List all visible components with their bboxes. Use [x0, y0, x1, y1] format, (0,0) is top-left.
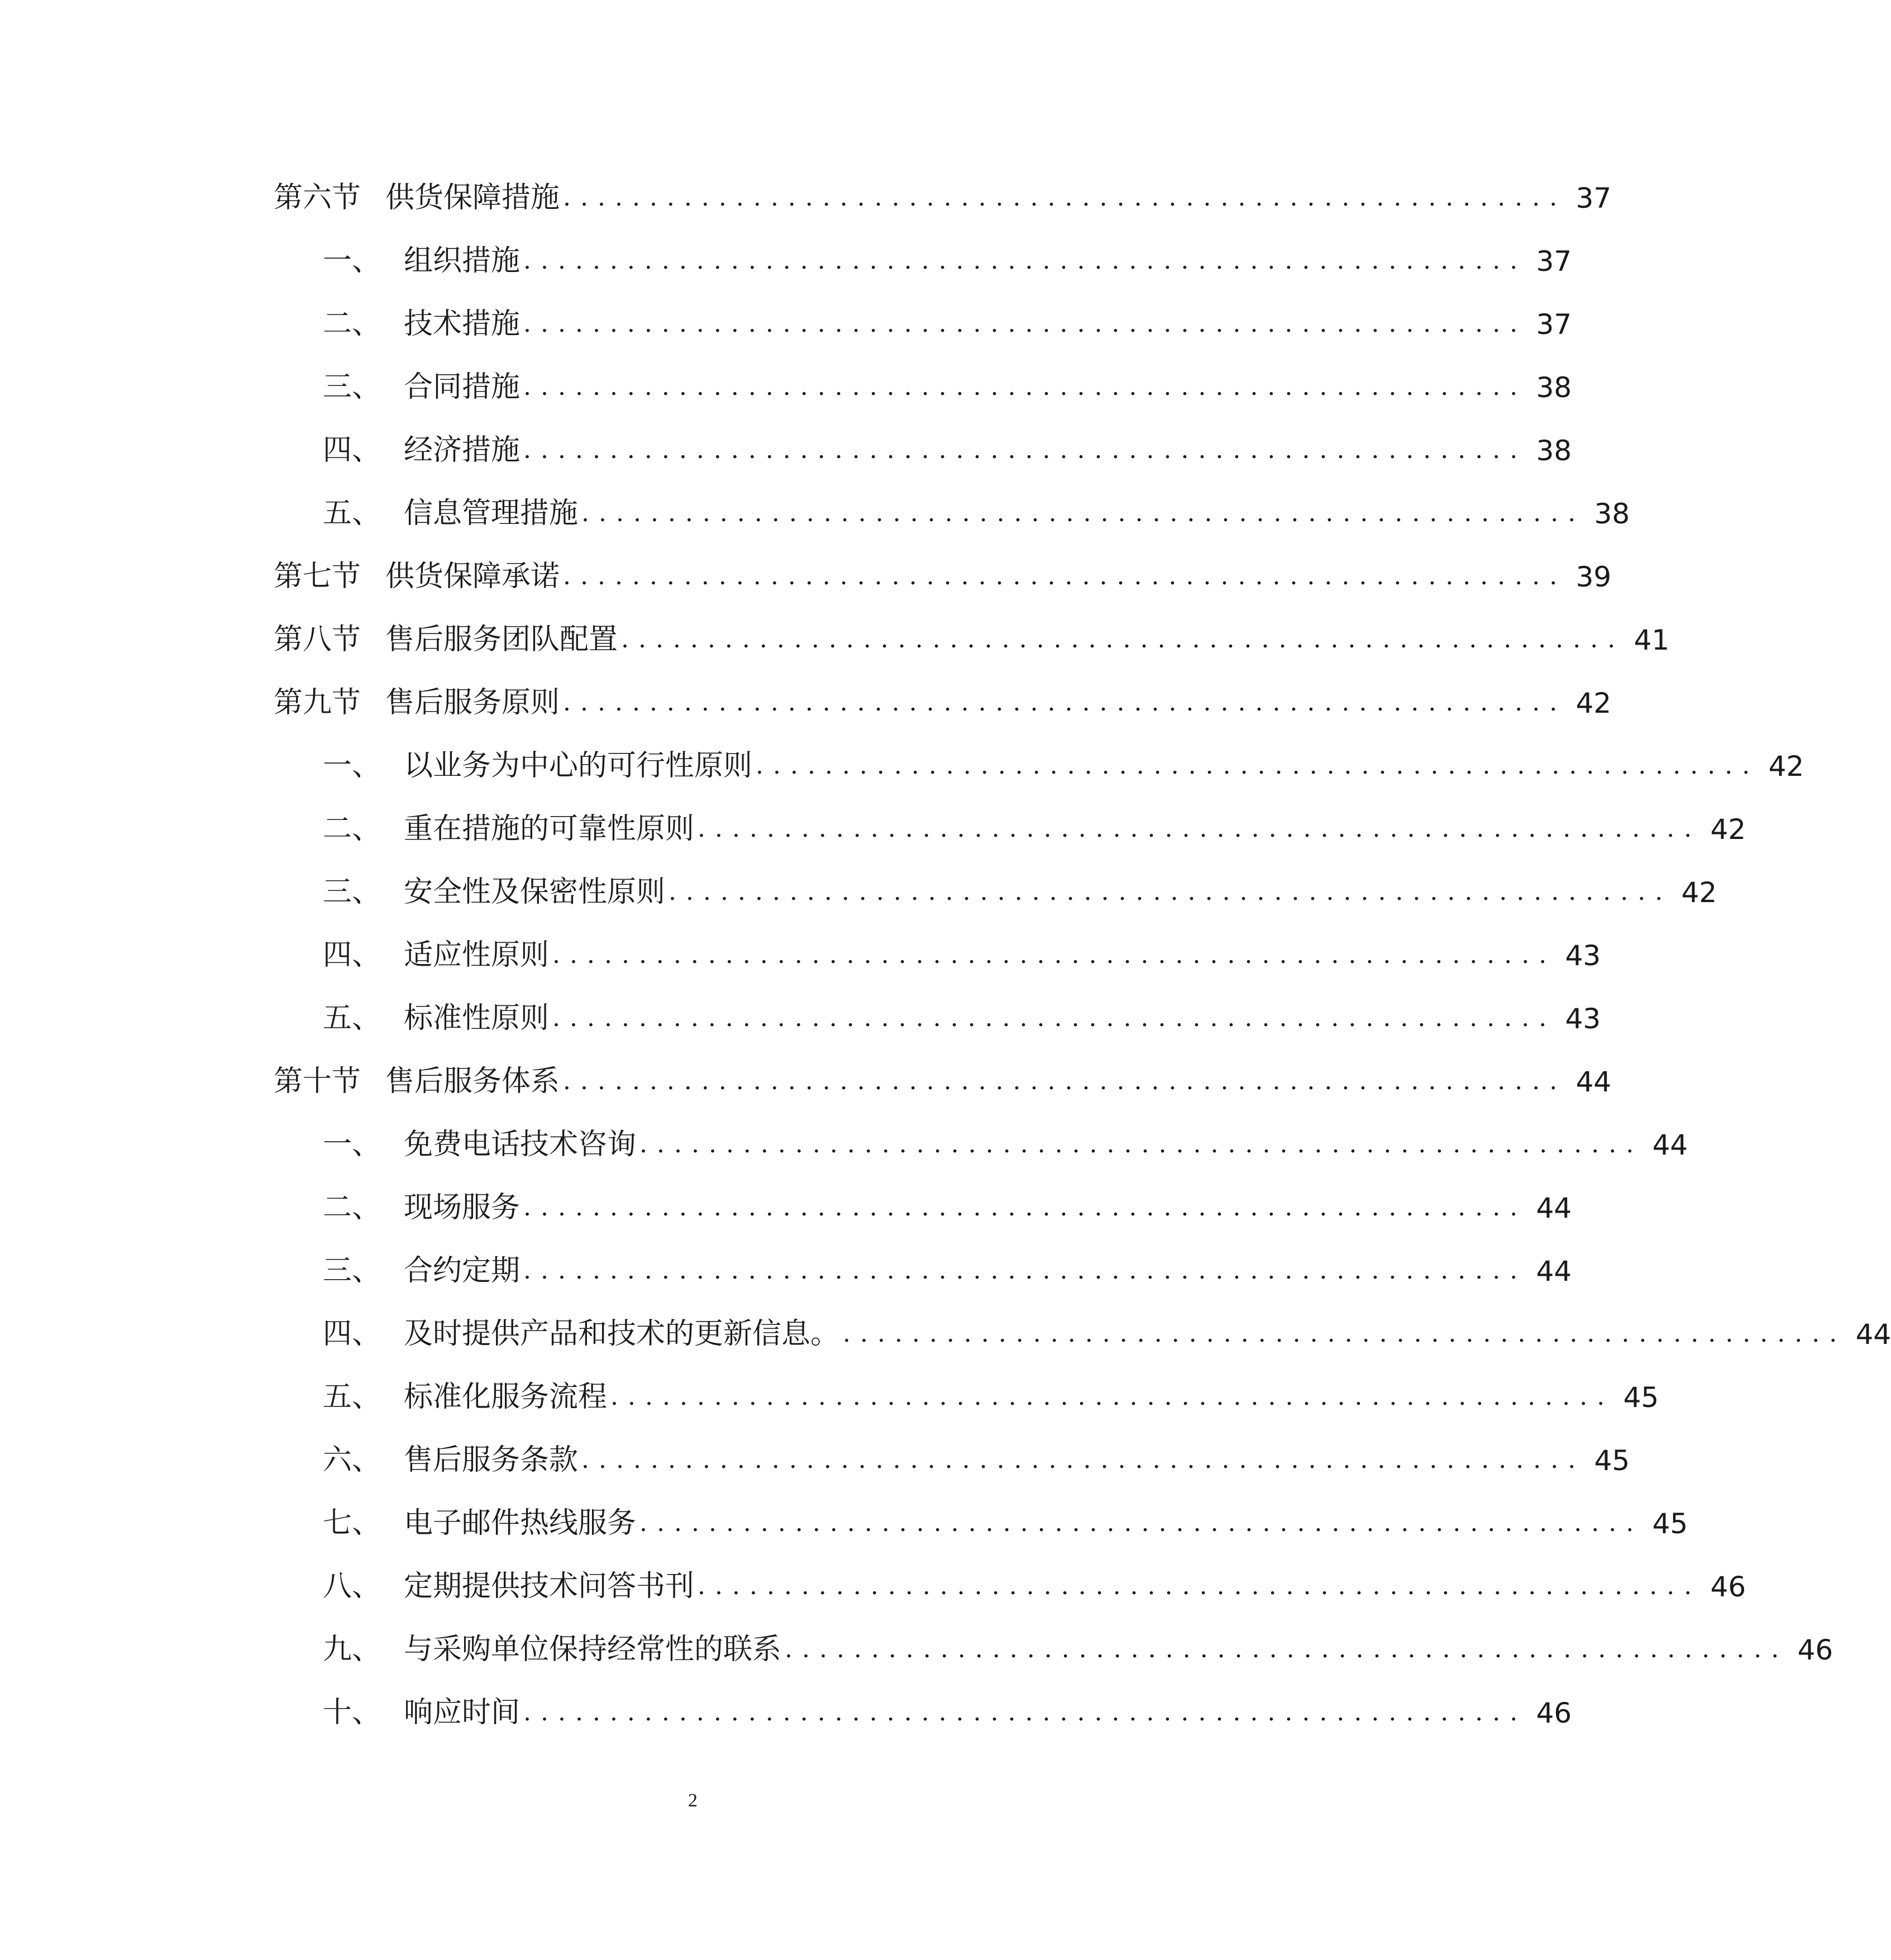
entry-title: 现场服务: [404, 1191, 520, 1224]
entry-page: 45: [1594, 1444, 1630, 1477]
entry-title: 售后服务条款: [404, 1443, 579, 1477]
entry-page: 39: [1575, 561, 1612, 593]
entry-title: 供货保障承诺: [385, 560, 560, 593]
toc-entry[interactable]: [274, 604, 1670, 656]
entry-title: 重在措施的可靠性原则: [404, 812, 695, 846]
dot-leader: ..........................................................: [523, 436, 1527, 464]
toc-entry[interactable]: [323, 919, 1601, 972]
entry-title: 售后服务原则: [385, 686, 560, 719]
dot-leader: ..........................................................: [552, 1004, 1556, 1032]
entry-title: 经济措施: [404, 433, 520, 467]
toc-entry[interactable]: [323, 983, 1601, 1035]
entry-number: 三、: [323, 875, 381, 909]
entry-number: 第九节: [274, 686, 361, 719]
entry-title: 技术措施: [404, 307, 520, 341]
entry-page: 37: [1536, 245, 1572, 278]
entry-page: 45: [1652, 1508, 1688, 1540]
entry-title: 售后服务体系: [385, 1065, 560, 1098]
dot-leader: ..........................................................: [621, 625, 1625, 654]
entry-page: 41: [1634, 624, 1670, 656]
entry-page: 38: [1536, 435, 1572, 467]
entry-number: 第六节: [274, 181, 361, 214]
entry-number: 三、: [323, 1254, 381, 1287]
dot-leader: ..........................................................: [563, 1067, 1567, 1095]
entry-number: 五、: [323, 1380, 381, 1414]
entry-number: 七、: [323, 1506, 381, 1540]
entry-number: 五、: [323, 497, 381, 530]
toc-entry[interactable]: [274, 667, 1612, 719]
dot-leader: ..........................................................: [843, 1319, 1847, 1348]
dot-leader: ..........................................................: [523, 1256, 1527, 1285]
entry-title: 供货保障措施: [385, 181, 560, 214]
entry-title: 适应性原则: [404, 938, 550, 972]
toc-entry[interactable]: [323, 1172, 1572, 1224]
entry-title: 组织措施: [404, 244, 520, 278]
entry-page: 42: [1710, 813, 1746, 846]
entry-number: 二、: [323, 307, 381, 341]
dot-leader: ..........................................................: [563, 183, 1567, 212]
toc-entry[interactable]: [323, 288, 1572, 341]
entry-number: 第十节: [274, 1065, 361, 1098]
entry-title: 标准性原则: [404, 1002, 550, 1035]
dot-leader: ..........................................................: [639, 1509, 1644, 1537]
toc-entry[interactable]: [274, 1046, 1612, 1098]
dot-leader: ..........................................................: [523, 309, 1527, 338]
entry-title: 免费电话技术咨询: [404, 1128, 637, 1161]
dot-leader: ..........................................................: [523, 246, 1527, 275]
dot-leader: ..........................................................: [698, 1572, 1702, 1600]
entry-page: 44: [1536, 1255, 1572, 1287]
dot-leader: ..........................................................: [698, 814, 1702, 843]
toc-entry[interactable]: [323, 414, 1572, 467]
entry-number: 一、: [323, 1128, 381, 1161]
entry-number: 第八节: [274, 623, 361, 656]
toc-entry[interactable]: [274, 541, 1612, 593]
entry-page: 37: [1575, 182, 1612, 214]
toc-entry[interactable]: [274, 162, 1612, 214]
entry-number: 十、: [323, 1696, 381, 1729]
toc-entry[interactable]: [323, 1235, 1572, 1287]
toc-entry[interactable]: [323, 351, 1572, 404]
entry-page: 44: [1575, 1066, 1612, 1098]
entry-number: 八、: [323, 1570, 381, 1603]
entry-page: 43: [1565, 940, 1601, 972]
dot-leader: ..........................................................: [563, 688, 1567, 717]
entry-page: 44: [1855, 1318, 1891, 1351]
toc-entry[interactable]: [323, 1551, 1746, 1603]
entry-page: 45: [1623, 1381, 1659, 1414]
entry-title: 响应时间: [404, 1696, 520, 1729]
entry-number: 九、: [323, 1633, 381, 1666]
toc-entry[interactable]: [323, 856, 1717, 909]
entry-title: 以业务为中心的可行性原则: [404, 749, 753, 783]
entry-page: 38: [1536, 371, 1572, 404]
entry-page: 37: [1536, 308, 1572, 341]
dot-leader: ..........................................................: [523, 1698, 1527, 1727]
entry-page: 44: [1652, 1129, 1688, 1161]
entry-number: 六、: [323, 1443, 381, 1477]
dot-leader: ..........................................................: [523, 373, 1527, 401]
dot-leader: ..........................................................: [785, 1635, 1789, 1663]
toc-entry[interactable]: [323, 793, 1746, 846]
entry-number: 五、: [323, 1002, 381, 1035]
entry-page: 46: [1536, 1697, 1572, 1729]
dot-leader: ..........................................................: [610, 1382, 1615, 1411]
entry-number: 一、: [323, 244, 381, 278]
dot-leader: ..........................................................: [756, 751, 1760, 780]
entry-title: 及时提供产品和技术的更新信息。: [404, 1317, 840, 1351]
entry-number: 一、: [323, 749, 381, 783]
toc-entry[interactable]: [323, 1361, 1659, 1414]
entry-number: 四、: [323, 938, 381, 972]
entry-page: 42: [1768, 750, 1804, 783]
entry-page: 46: [1797, 1634, 1833, 1666]
toc-entry[interactable]: [323, 730, 1804, 783]
entry-page: 42: [1575, 687, 1612, 719]
toc-entry[interactable]: [323, 1614, 1833, 1666]
entry-title: 标准化服务流程: [404, 1380, 608, 1414]
entry-page: 44: [1536, 1192, 1572, 1224]
entry-title: 合约定期: [404, 1254, 520, 1287]
entry-number: 四、: [323, 1317, 381, 1351]
entry-page: 42: [1681, 876, 1717, 909]
toc-entry[interactable]: [323, 478, 1630, 530]
entry-title: 售后服务团队配置: [385, 623, 618, 656]
entry-title: 定期提供技术问答书刊: [404, 1570, 695, 1603]
toc-entry[interactable]: [323, 225, 1572, 278]
toc-entry[interactable]: [323, 1109, 1688, 1161]
entry-title: 信息管理措施: [404, 497, 579, 530]
dot-leader: ..........................................................: [563, 562, 1567, 590]
toc-entry[interactable]: [323, 1677, 1572, 1729]
entry-page: 46: [1710, 1571, 1746, 1603]
entry-number: 三、: [323, 370, 381, 404]
dot-leader: ..........................................................: [639, 1130, 1644, 1158]
entry-number: 二、: [323, 812, 381, 846]
dot-leader: ..........................................................: [552, 941, 1556, 969]
toc-entry[interactable]: [323, 1487, 1688, 1540]
entry-title: 合同措施: [404, 370, 520, 404]
entry-number: 四、: [323, 433, 381, 467]
dot-leader: ..........................................................: [581, 499, 1586, 527]
dot-leader: ..........................................................: [668, 878, 1673, 906]
entry-page: 43: [1565, 1003, 1601, 1035]
entry-title: 安全性及保密性原则: [404, 875, 666, 909]
toc-entry[interactable]: [323, 1424, 1630, 1477]
entry-page: 38: [1594, 498, 1630, 530]
entry-title: 与采购单位保持经常性的联系: [404, 1633, 782, 1666]
page-number: 2: [688, 1790, 698, 1811]
entry-title: 电子邮件热线服务: [404, 1506, 637, 1540]
toc-entry[interactable]: [323, 1298, 1891, 1351]
entry-number: 第七节: [274, 560, 361, 593]
entry-number: 二、: [323, 1191, 381, 1224]
dot-leader: ..........................................................: [581, 1446, 1586, 1474]
dot-leader: ..........................................................: [523, 1193, 1527, 1222]
